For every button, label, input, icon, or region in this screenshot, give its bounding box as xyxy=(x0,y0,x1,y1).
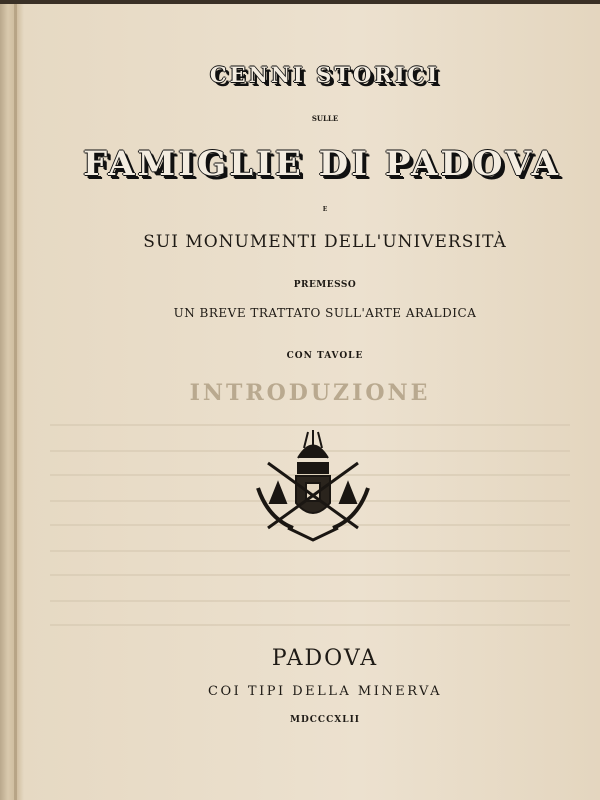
title-line-trattato-araldica: UN BREVE TRATTATO SULL'ARTE ARALDICA xyxy=(173,306,477,320)
imprint-city: PADOVA xyxy=(271,646,379,671)
book-page xyxy=(0,4,600,800)
title-line-con-tavole: CON TAVOLE xyxy=(286,351,364,361)
heraldic-emblem-icon xyxy=(248,428,378,548)
imprint-printer: COI TIPI DELLA MINERVA xyxy=(208,684,442,699)
title-line-famiglie-di-padova: FAMIGLIE DI PADOVA xyxy=(83,144,561,184)
title-line-premesso: PREMESSO xyxy=(293,280,357,290)
title-line-e: E xyxy=(322,206,328,213)
title-line-cenni-storici: CENNI STORICI xyxy=(209,62,441,87)
bleed-through-heading: INTRODUZIONE xyxy=(189,380,431,406)
title-line-monumenti: SUI MONUMENTI DELL'UNIVERSITÀ xyxy=(143,232,507,252)
title-line-sulle: SULLE xyxy=(311,114,339,123)
imprint-year: MDCCCXLII xyxy=(290,715,360,725)
